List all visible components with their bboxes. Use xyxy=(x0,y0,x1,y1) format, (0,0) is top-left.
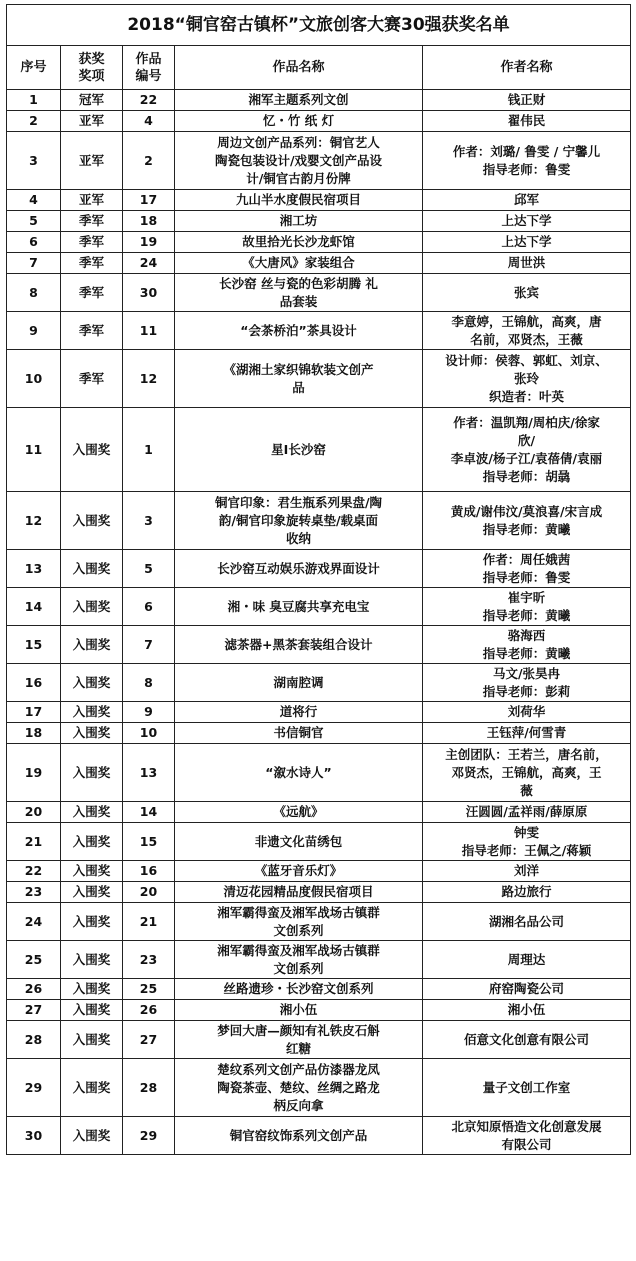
cell-seq: 21 xyxy=(7,823,61,861)
cell-work: 故里拾光长沙龙虾馆 xyxy=(175,232,423,253)
cell-seq: 24 xyxy=(7,903,61,941)
table-row xyxy=(7,253,631,274)
table-row xyxy=(7,190,631,211)
cell-num: 4 xyxy=(123,111,175,132)
cell-work: 《蓝牙音乐灯》 xyxy=(175,861,423,882)
cell-num: 1 xyxy=(123,408,175,492)
cell-num: 3 xyxy=(123,492,175,550)
cell-author: 湖湘名品公司 xyxy=(423,903,631,941)
cell-award: 入围奖 xyxy=(61,861,123,882)
cell-num: 25 xyxy=(123,979,175,1000)
cell-num: 11 xyxy=(123,312,175,350)
cell-work: “会茶桥泊”茶具设计 xyxy=(175,312,423,350)
cell-award: 季军 xyxy=(61,253,123,274)
cell-author: 北京知原悟造文化创意发展 有限公司 xyxy=(423,1117,631,1155)
cell-award: 入围奖 xyxy=(61,941,123,979)
cell-author: 钟雯 指导老师：王佩之/蒋颖 xyxy=(423,823,631,861)
cell-work: 清迈花园精品度假民宿项目 xyxy=(175,882,423,903)
cell-work: 湘・味 臭豆腐共享充电宝 xyxy=(175,588,423,626)
cell-author: 刘荷华 xyxy=(423,702,631,723)
cell-seq: 12 xyxy=(7,492,61,550)
cell-seq: 18 xyxy=(7,723,61,744)
cell-seq: 27 xyxy=(7,1000,61,1021)
cell-author: 黄成/谢伟汶/莫浪喜/宋言成 指导老师：黄曦 xyxy=(423,492,631,550)
cell-seq: 17 xyxy=(7,702,61,723)
cell-num: 26 xyxy=(123,1000,175,1021)
table-row xyxy=(7,802,631,823)
table-row xyxy=(7,941,631,979)
cell-seq: 5 xyxy=(7,211,61,232)
cell-work: 长沙窑互动娱乐游戏界面设计 xyxy=(175,550,423,588)
cell-award: 入围奖 xyxy=(61,823,123,861)
cell-award: 季军 xyxy=(61,274,123,312)
cell-work: 滤茶器+黑茶套装组合设计 xyxy=(175,626,423,664)
cell-seq: 22 xyxy=(7,861,61,882)
cell-award: 入围奖 xyxy=(61,588,123,626)
table-row xyxy=(7,312,631,350)
cell-num: 15 xyxy=(123,823,175,861)
cell-num: 13 xyxy=(123,744,175,802)
cell-seq: 13 xyxy=(7,550,61,588)
cell-seq: 20 xyxy=(7,802,61,823)
cell-num: 24 xyxy=(123,253,175,274)
cell-award: 入围奖 xyxy=(61,882,123,903)
table-row xyxy=(7,211,631,232)
table-row xyxy=(7,882,631,903)
cell-work: “溆水诗人” xyxy=(175,744,423,802)
cell-work: 《大唐风》家装组合 xyxy=(175,253,423,274)
cell-award: 入围奖 xyxy=(61,903,123,941)
cell-author: 路边旅行 xyxy=(423,882,631,903)
cell-num: 30 xyxy=(123,274,175,312)
cell-work: 铜官印象：君生瓶系列果盘/陶 韵/铜官印象旋转桌垫/载桌面 收纳 xyxy=(175,492,423,550)
cell-award: 入围奖 xyxy=(61,979,123,1000)
table-row xyxy=(7,588,631,626)
table-row xyxy=(7,702,631,723)
cell-seq: 26 xyxy=(7,979,61,1000)
cell-author: 湘小伍 xyxy=(423,1000,631,1021)
cell-award: 季军 xyxy=(61,232,123,253)
cell-num: 9 xyxy=(123,702,175,723)
document-title: 2018“铜官窑古镇杯”文旅创客大赛30强获奖名单 xyxy=(7,5,631,46)
table-row xyxy=(7,626,631,664)
cell-work: 湘军霸得蛮及湘军战场古镇群 文创系列 xyxy=(175,903,423,941)
table-row xyxy=(7,408,631,492)
cell-num: 21 xyxy=(123,903,175,941)
cell-award: 冠军 xyxy=(61,90,123,111)
cell-work: 九山半水度假民宿项目 xyxy=(175,190,423,211)
cell-award: 入围奖 xyxy=(61,1059,123,1117)
cell-num: 2 xyxy=(123,132,175,190)
cell-seq: 10 xyxy=(7,350,61,408)
cell-seq: 19 xyxy=(7,744,61,802)
cell-award: 入围奖 xyxy=(61,626,123,664)
cell-award: 入围奖 xyxy=(61,492,123,550)
cell-seq: 30 xyxy=(7,1117,61,1155)
cell-author: 李意婷，王锦航，高爽，唐 名前，邓贤杰，王薇 xyxy=(423,312,631,350)
table-row xyxy=(7,232,631,253)
cell-author: 作者：温凯翔/周柏庆/徐家 欣/ 李卓波/杨子江/袁蓓倩/袁丽 指导老师：胡骉 xyxy=(423,408,631,492)
table-header-row xyxy=(7,46,631,90)
cell-num: 27 xyxy=(123,1021,175,1059)
cell-work: 长沙窑 丝与瓷的色彩胡腾 礼 品套装 xyxy=(175,274,423,312)
cell-author: 刘洋 xyxy=(423,861,631,882)
cell-work: 湘军霸得蛮及湘军战场古镇群 文创系列 xyxy=(175,941,423,979)
cell-seq: 7 xyxy=(7,253,61,274)
cell-work: 丝路遗珍・长沙窑文创系列 xyxy=(175,979,423,1000)
cell-award: 入围奖 xyxy=(61,1117,123,1155)
cell-num: 7 xyxy=(123,626,175,664)
cell-author: 王钰萍/何雪青 xyxy=(423,723,631,744)
cell-work: 《远航》 xyxy=(175,802,423,823)
cell-author: 作者：刘璐/ 鲁雯 / 宁馨儿 指导老师：鲁雯 xyxy=(423,132,631,190)
header-author: 作者名称 xyxy=(423,46,631,90)
cell-seq: 29 xyxy=(7,1059,61,1117)
cell-num: 20 xyxy=(123,882,175,903)
award-table xyxy=(6,4,631,1155)
cell-work: 非遗文化苗绣包 xyxy=(175,823,423,861)
cell-work: 湘小伍 xyxy=(175,1000,423,1021)
cell-num: 14 xyxy=(123,802,175,823)
cell-num: 10 xyxy=(123,723,175,744)
cell-num: 22 xyxy=(123,90,175,111)
table-row xyxy=(7,550,631,588)
cell-seq: 16 xyxy=(7,664,61,702)
cell-work: 湘军主题系列文创 xyxy=(175,90,423,111)
cell-award: 入围奖 xyxy=(61,550,123,588)
header-seq: 序号 xyxy=(7,46,61,90)
cell-author: 佰意文化创意有限公司 xyxy=(423,1021,631,1059)
cell-work: 书信铜官 xyxy=(175,723,423,744)
cell-seq: 11 xyxy=(7,408,61,492)
cell-author: 上达下学 xyxy=(423,232,631,253)
table-row xyxy=(7,1021,631,1059)
table-row xyxy=(7,1059,631,1117)
table-row xyxy=(7,111,631,132)
cell-seq: 4 xyxy=(7,190,61,211)
cell-seq: 25 xyxy=(7,941,61,979)
cell-num: 6 xyxy=(123,588,175,626)
cell-author: 张宾 xyxy=(423,274,631,312)
cell-award: 入围奖 xyxy=(61,702,123,723)
table-row xyxy=(7,90,631,111)
header-award: 获奖 奖项 xyxy=(61,46,123,90)
cell-award: 入围奖 xyxy=(61,802,123,823)
cell-seq: 6 xyxy=(7,232,61,253)
cell-author: 设计师：侯蓉、郭虹、刘京、 张玲 织造者：叶英 xyxy=(423,350,631,408)
cell-num: 5 xyxy=(123,550,175,588)
cell-work: 湖南腔调 xyxy=(175,664,423,702)
cell-seq: 23 xyxy=(7,882,61,903)
cell-award: 季军 xyxy=(61,350,123,408)
table-row xyxy=(7,903,631,941)
cell-award: 季军 xyxy=(61,312,123,350)
cell-num: 29 xyxy=(123,1117,175,1155)
cell-seq: 28 xyxy=(7,1021,61,1059)
cell-award: 入围奖 xyxy=(61,664,123,702)
cell-award: 入围奖 xyxy=(61,1000,123,1021)
cell-award: 入围奖 xyxy=(61,744,123,802)
cell-work: 星I长沙窑 xyxy=(175,408,423,492)
cell-author: 汪圆圆/孟祥雨/薛原原 xyxy=(423,802,631,823)
cell-num: 12 xyxy=(123,350,175,408)
table-row xyxy=(7,132,631,190)
cell-author: 钱正财 xyxy=(423,90,631,111)
cell-work: 周边文创产品系列：铜官艺人 陶瓷包装设计/戏婴文创产品设 计/铜官古韵月份牌 xyxy=(175,132,423,190)
cell-seq: 2 xyxy=(7,111,61,132)
table-row xyxy=(7,274,631,312)
cell-author: 翟伟民 xyxy=(423,111,631,132)
cell-author: 作者：周任娥茜 指导老师：鲁雯 xyxy=(423,550,631,588)
cell-work: 道将行 xyxy=(175,702,423,723)
cell-seq: 9 xyxy=(7,312,61,350)
header-work: 作品名称 xyxy=(175,46,423,90)
cell-num: 16 xyxy=(123,861,175,882)
cell-seq: 8 xyxy=(7,274,61,312)
cell-award: 亚军 xyxy=(61,132,123,190)
cell-work: 梦回大唐—颜知有礼铁皮石斛 红糖 xyxy=(175,1021,423,1059)
cell-author: 周世洪 xyxy=(423,253,631,274)
cell-seq: 14 xyxy=(7,588,61,626)
table-row xyxy=(7,492,631,550)
cell-num: 17 xyxy=(123,190,175,211)
cell-work: 忆・竹 纸 灯 xyxy=(175,111,423,132)
cell-num: 8 xyxy=(123,664,175,702)
cell-num: 18 xyxy=(123,211,175,232)
table-row xyxy=(7,861,631,882)
cell-author: 周理达 xyxy=(423,941,631,979)
cell-work: 湘工坊 xyxy=(175,211,423,232)
cell-author: 主创团队：王若兰，唐名前， 邓贤杰，王锦航，高爽，王 薇 xyxy=(423,744,631,802)
cell-author: 上达下学 xyxy=(423,211,631,232)
table-row xyxy=(7,723,631,744)
table-row xyxy=(7,823,631,861)
cell-author: 骆海西 指导老师：黄曦 xyxy=(423,626,631,664)
cell-work: 《湖湘土家织锦软装文创产 品 xyxy=(175,350,423,408)
cell-award: 季军 xyxy=(61,211,123,232)
table-row xyxy=(7,1117,631,1155)
table-row xyxy=(7,350,631,408)
cell-award: 亚军 xyxy=(61,190,123,211)
cell-award: 亚军 xyxy=(61,111,123,132)
cell-author: 邱军 xyxy=(423,190,631,211)
cell-work: 楚纹系列文创产品仿漆器龙凤 陶瓷茶壶、楚纹、丝绸之路龙 柄反向拿 xyxy=(175,1059,423,1117)
cell-award: 入围奖 xyxy=(61,723,123,744)
cell-seq: 1 xyxy=(7,90,61,111)
cell-num: 28 xyxy=(123,1059,175,1117)
award-list-document xyxy=(6,4,630,1155)
cell-award: 入围奖 xyxy=(61,1021,123,1059)
cell-num: 19 xyxy=(123,232,175,253)
table-row xyxy=(7,664,631,702)
cell-seq: 15 xyxy=(7,626,61,664)
cell-author: 崔宇昕 指导老师：黄曦 xyxy=(423,588,631,626)
cell-author: 府窑陶瓷公司 xyxy=(423,979,631,1000)
cell-work: 铜官窑纹饰系列文创产品 xyxy=(175,1117,423,1155)
cell-award: 入围奖 xyxy=(61,408,123,492)
table-row xyxy=(7,1000,631,1021)
header-num: 作品 编号 xyxy=(123,46,175,90)
cell-num: 23 xyxy=(123,941,175,979)
table-row xyxy=(7,979,631,1000)
table-row xyxy=(7,744,631,802)
cell-author: 马文/张昊冉 指导老师：彭莉 xyxy=(423,664,631,702)
cell-seq: 3 xyxy=(7,132,61,190)
cell-author: 量子文创工作室 xyxy=(423,1059,631,1117)
